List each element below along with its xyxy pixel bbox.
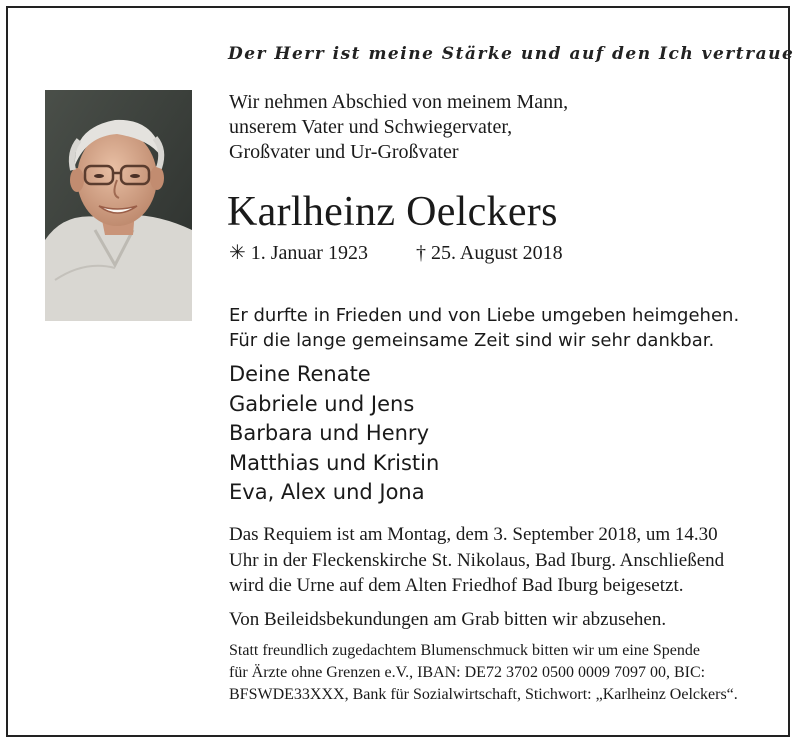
- message-line: Für die lange gemeinsame Zeit sind wir sehr dankbar.: [229, 330, 715, 351]
- message-line: Er durfte in Frieden und von Liebe umgeben heimgehen.: [229, 305, 740, 326]
- family-list: [229, 360, 439, 508]
- requiem-line: Uhr in der Fleckenskirche St. Nikolaus, Bad Iburg. Anschließend: [229, 549, 725, 571]
- motto-text: Der Herr ist meine Stärke und auf den Ich vertraue: [228, 44, 795, 64]
- deceased-name: Karlheinz Oelckers: [227, 189, 558, 235]
- family-member: Eva, Alex und Jona: [229, 480, 425, 504]
- donation-line: BFSWDE33XXX, Bank für Sozialwirtschaft, Stichwort: „Karlheinz Oelckers“.: [229, 686, 738, 703]
- obituary-notice: [6, 6, 795, 737]
- requiem-line: Das Requiem ist am Montag, dem 3. September 2018, um 14.30: [229, 524, 718, 545]
- family-member: Deine Renate: [229, 362, 371, 386]
- intro-line: Wir nehmen Abschied von meinem Mann,: [229, 91, 569, 113]
- birth-date: ✳ 1. Januar 1923: [229, 242, 368, 264]
- intro-line: unserem Vater und Schwiegervater,: [229, 116, 513, 138]
- family-member: Matthias und Kristin: [229, 450, 440, 475]
- farewell-message: [229, 303, 739, 353]
- requiem-line: wird die Urne auf dem Alten Friedhof Bad Iburg beigesetzt.: [229, 575, 684, 596]
- intro-text: [229, 90, 568, 165]
- family-member: Barbara und Henry: [229, 421, 429, 445]
- life-dates: [229, 241, 563, 265]
- donation-line: Statt freundlich zugedachtem Blumenschmuck bitten wir um eine Spende: [229, 642, 700, 659]
- donation-line: für Ärzte ohne Grenzen e.V., IBAN: DE72 3702 0500 0009 7097 00, BIC:: [229, 664, 706, 681]
- family-member: Gabriele und Jens: [229, 391, 415, 416]
- condolence-note: Von Beileidsbekundungen am Grab bitten wir abzusehen.: [229, 609, 667, 630]
- death-date: † 25. August 2018: [416, 242, 563, 264]
- intro-line: Großvater und Ur-Großvater: [229, 141, 459, 163]
- portrait-photo: [45, 90, 192, 321]
- donation-note: [229, 640, 738, 706]
- requiem-info: [229, 522, 724, 599]
